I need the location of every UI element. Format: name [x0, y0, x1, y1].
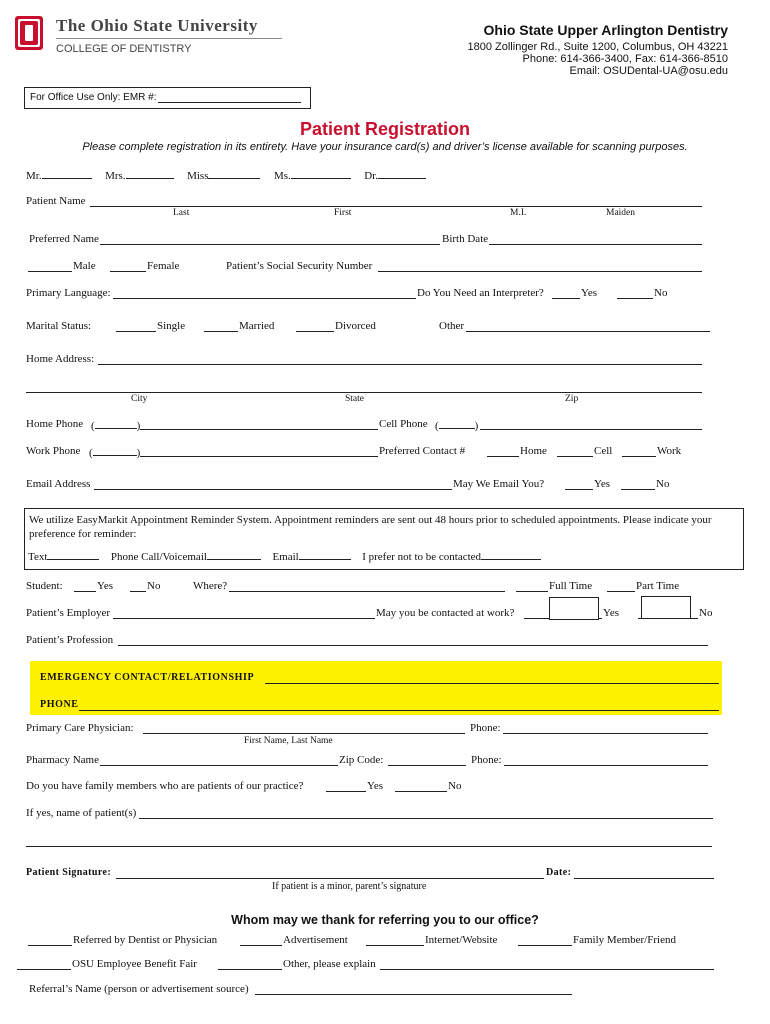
referral-question: Whom may we thank for referring you to our office? — [231, 913, 539, 927]
contact-home: Home — [520, 445, 547, 457]
profession-field[interactable] — [118, 645, 708, 646]
part-time-check[interactable] — [607, 591, 635, 592]
referral-osu-fair: OSU Employee Benefit Fair — [72, 958, 197, 970]
email-label: Email Address — [26, 478, 91, 490]
referral-family-check[interactable] — [518, 945, 572, 946]
family-label: Do you have family members who are patients of our practice? — [26, 780, 304, 792]
referral-other-field[interactable] — [380, 969, 714, 970]
email-field[interactable] — [94, 489, 452, 490]
employer-field[interactable] — [113, 618, 375, 619]
contact-work-yes-box[interactable] — [549, 597, 599, 620]
interpreter-yes-check[interactable] — [552, 298, 580, 299]
emergency-contact-label: EMERGENCY CONTACT/RELATIONSHIP — [40, 672, 255, 683]
family-no-check[interactable] — [395, 791, 447, 792]
interpreter-no: No — [654, 287, 668, 299]
preferred-name-label: Preferred Name — [29, 233, 99, 245]
family-yes: Yes — [367, 780, 384, 792]
contact-work-check[interactable] — [622, 456, 656, 457]
work-phone-label: Work Phone — [26, 445, 81, 457]
ssn-field[interactable] — [378, 271, 702, 272]
pharmacy-label: Pharmacy Name — [26, 754, 99, 766]
birth-date-field[interactable] — [489, 244, 702, 245]
home-phone-field[interactable] — [140, 429, 378, 430]
emergency-phone-field[interactable] — [79, 710, 719, 711]
home-address-field[interactable] — [98, 364, 702, 365]
address-sub-zip: Zip — [565, 394, 579, 404]
marital-label: Marital Status: — [26, 320, 92, 332]
name-sub-maiden: Maiden — [606, 208, 636, 218]
student-no: No — [147, 580, 161, 592]
pharmacy-zip-field[interactable] — [388, 765, 466, 766]
signature-sub: If patient is a minor, parent’s signature — [272, 881, 427, 892]
contact-work-no: No — [699, 607, 713, 619]
preferred-name-field[interactable] — [100, 244, 440, 245]
male-check[interactable] — [28, 271, 72, 272]
student-yes: Yes — [97, 580, 114, 592]
osu-block-o-logo — [15, 16, 43, 50]
honorific-mrs[interactable]: Mrs. — [105, 170, 126, 182]
referral-advertisement: Advertisement — [283, 934, 348, 946]
office-use-label: For Office Use Only: EMR #: — [30, 92, 157, 103]
home-address-label: Home Address: — [26, 353, 95, 365]
honorific-ms[interactable]: Ms. — [273, 170, 291, 182]
date-label: Date: — [546, 867, 572, 878]
full-time-check[interactable] — [516, 591, 548, 592]
married-label: Married — [239, 320, 275, 332]
contact-work-yes: Yes — [603, 607, 620, 619]
clinic-name: Ohio State Upper Arlington Dentistry — [483, 22, 728, 38]
language-label: Primary Language: — [26, 287, 111, 299]
emergency-section — [30, 661, 722, 715]
reminder-text: We utilize EasyMarkit Appointment Reminder System. Appointment reminders are sent out 48 hours prior to scheduled appointments. Please indicate your preference for reminder: — [29, 514, 712, 540]
emergency-phone-label: PHONE — [40, 699, 79, 710]
referral-internet: Internet/Website — [425, 934, 498, 946]
may-email-no-check[interactable] — [621, 489, 655, 490]
interpreter-yes: Yes — [581, 287, 598, 299]
referral-name-label: Referral’s Name (person or advertisement source) — [29, 983, 249, 995]
pharmacy-zip-label: Zip Code: — [339, 754, 384, 766]
reminder-none-option[interactable]: I prefer not to be contacted — [362, 551, 482, 563]
referral-other: Other, please explain — [283, 958, 376, 970]
family-names-field[interactable] — [139, 818, 713, 819]
interpreter-label: Do You Need an Interpreter? — [417, 287, 544, 299]
referral-other-check[interactable] — [218, 969, 282, 970]
contact-work: Work — [657, 445, 682, 457]
pharmacy-phone-field[interactable] — [504, 765, 708, 766]
preferred-contact-label: Preferred Contact # — [379, 445, 466, 457]
full-time-label: Full Time — [549, 580, 593, 592]
marital-other-field[interactable] — [466, 331, 710, 332]
reminder-text-option[interactable]: Text — [28, 551, 48, 563]
clinic-address: 1800 Zollinger Rd., Suite 1200, Columbus, OH 43221 — [467, 41, 728, 53]
signature-label: Patient Signature: — [26, 867, 112, 878]
divorced-label: Divorced — [335, 320, 376, 332]
birth-date-label: Birth Date — [442, 233, 489, 245]
reminder-phone-option[interactable]: Phone Call/Voicemail — [110, 551, 207, 563]
name-sub-mi: M.I. — [510, 208, 527, 218]
emergency-contact-field[interactable] — [265, 683, 719, 684]
contact-work-label: May you be contacted at work? — [376, 607, 515, 619]
referral-family: Family Member/Friend — [573, 934, 676, 946]
profession-label: Patient’s Profession — [26, 634, 114, 646]
contact-cell: Cell — [594, 445, 613, 457]
home-phone-label: Home Phone — [26, 418, 84, 430]
physician-phone-label: Phone: — [470, 722, 501, 734]
address-sub-city: City — [131, 394, 148, 404]
name-sub-last: Last — [173, 208, 190, 218]
work-phone-field[interactable] — [140, 456, 378, 457]
signature-label-text: Patient Signature — [26, 867, 108, 878]
student-where-field[interactable] — [229, 591, 505, 592]
may-email-no: No — [656, 478, 670, 490]
referral-osu-check[interactable] — [17, 969, 71, 970]
may-email-yes-check[interactable] — [565, 489, 593, 490]
single-check[interactable] — [116, 331, 156, 332]
office-use-box — [24, 87, 311, 109]
cell-phone-label: Cell Phone — [379, 418, 428, 430]
female-check[interactable] — [110, 271, 146, 272]
divorced-check[interactable] — [296, 331, 334, 332]
college-name: COLLEGE OF DENTISTRY — [56, 43, 192, 55]
family-no: No — [448, 780, 462, 792]
reminder-email-option[interactable]: Email — [272, 551, 299, 563]
physician-field[interactable] — [143, 733, 465, 734]
student-label: Student: — [26, 580, 63, 592]
name-sub-first: First — [334, 208, 352, 218]
referral-ad-check[interactable] — [240, 945, 282, 946]
part-time-label: Part Time — [636, 580, 680, 592]
address-sub-state: State — [345, 394, 364, 404]
clinic-info — [468, 22, 729, 77]
other-label: Other — [439, 320, 465, 332]
employer-label: Patient’s Employer — [26, 607, 111, 619]
physician-sub: First Name, Last Name — [244, 736, 333, 746]
family-names-label: If yes, name of patient(s) — [26, 807, 137, 819]
form-instructions: Please complete registration in its entirety. Have your insurance card(s) and driver’s license available for scanning purposes. — [82, 141, 688, 153]
honorific-dr[interactable]: Dr. — [364, 170, 379, 182]
female-label: Female — [147, 260, 180, 272]
married-check[interactable] — [204, 331, 238, 332]
pharmacy-phone-label: Phone: — [471, 754, 502, 766]
may-email-yes: Yes — [594, 478, 611, 490]
patient-name-label: Patient Name — [26, 195, 86, 207]
referral-dentist: Referred by Dentist or Physician — [73, 934, 218, 946]
date-label-text: Date — [546, 867, 568, 878]
physician-label: Primary Care Physician: — [26, 722, 134, 734]
honorific-mr[interactable]: Mr. — [26, 170, 42, 182]
interpreter-no-check[interactable] — [617, 298, 653, 299]
work-phone-area: ( ) — [89, 447, 141, 459]
cell-phone-field[interactable] — [480, 429, 702, 430]
male-label: Male — [73, 260, 96, 272]
referral-name-field[interactable] — [255, 994, 572, 995]
contact-work-no-box[interactable] — [641, 596, 691, 619]
referral-internet-check[interactable] — [366, 945, 424, 946]
reminder-options — [28, 549, 541, 563]
honorific-miss[interactable]: Miss — [187, 170, 209, 182]
header-divider — [56, 38, 282, 39]
reminder-box — [24, 508, 744, 570]
may-email-label: May We Email You? — [453, 478, 545, 490]
family-names-field-2[interactable] — [26, 846, 712, 847]
home-phone-area: ( ) — [91, 420, 141, 432]
student-yes-check[interactable] — [74, 591, 96, 592]
patient-name-field[interactable] — [90, 206, 702, 207]
city-state-zip-field[interactable] — [26, 392, 702, 393]
honorific-row — [26, 168, 426, 182]
signature-field[interactable] — [116, 878, 544, 879]
cell-phone-area: ( ) — [435, 420, 479, 432]
contact-cell-check[interactable] — [557, 456, 593, 457]
student-where-label: Where? — [193, 580, 228, 592]
student-no-check[interactable] — [130, 591, 146, 592]
form-title: Patient Registration — [299, 119, 471, 139]
single-label: Single — [157, 320, 186, 332]
contact-home-check[interactable] — [487, 456, 519, 457]
emr-field[interactable] — [158, 102, 301, 103]
language-field[interactable] — [113, 298, 416, 299]
ssn-label: Patient’s Social Security Number — [226, 260, 373, 272]
physician-phone-field[interactable] — [503, 733, 708, 734]
clinic-email: Email: OSUDental-UA@osu.edu — [569, 65, 728, 77]
referral-dentist-check[interactable] — [28, 945, 72, 946]
date-field[interactable] — [574, 878, 714, 879]
family-yes-check[interactable] — [326, 791, 366, 792]
clinic-phone: Phone: 614-366-3400, Fax: 614-366-8510 — [522, 53, 728, 65]
pharmacy-field[interactable] — [100, 765, 338, 766]
university-name: The Ohio State University — [56, 16, 258, 35]
